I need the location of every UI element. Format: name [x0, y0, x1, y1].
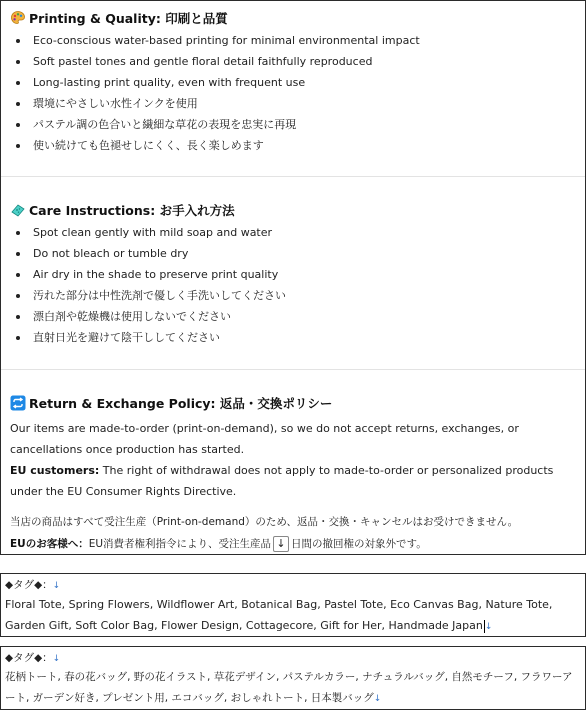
- list-item: Spot clean gently with mild soap and water: [1, 222, 286, 243]
- printing-list: [1, 30, 420, 156]
- list-item: Air dry in the shade to preserve print quality: [1, 264, 286, 285]
- tags-jp-label: ◆タグ◆：↓: [5, 652, 61, 664]
- sponge-icon: [10, 202, 26, 218]
- care-list: [1, 222, 286, 348]
- tags-en-text: Floral Tote, Spring Flowers, Wildflower Art, Botanical Bag, Pastel Tote, Eco Canvas Bag, Nature Tote, Garden Gift, Soft Color Bag, Flower Design, Cottagecore, Gift for Her, Handmade Japan ↓: [5, 598, 553, 632]
- return-mark-icon: ↓: [52, 654, 61, 664]
- returns-title: Return & Exchange Policy: 返品・交換ポリシー: [29, 396, 333, 411]
- return-mark-icon: ↓: [373, 694, 382, 704]
- tags-en-box[interactable]: [0, 573, 586, 637]
- list-item: 環境にやさしい水性インクを使用: [1, 93, 420, 114]
- list-item: Eco-conscious water-based printing for minimal environmental impact: [1, 30, 420, 51]
- list-item: 直射日光を避けて陰干ししてください: [1, 327, 286, 348]
- eu-paragraph: [10, 460, 580, 502]
- jp-eu-text-b: 日間の撤回権の対象外です。: [291, 538, 427, 550]
- eu-label: EU customers:: [10, 464, 100, 477]
- scroll-down-arrow-icon[interactable]: ↓: [273, 536, 289, 552]
- jp-eu-label: EUのお客様へ：: [10, 538, 89, 550]
- returns-heading: [10, 394, 332, 412]
- list-item: 漂白剤や乾燥機は使用しないでください: [1, 306, 286, 327]
- list-item: Long-lasting print quality, even with frequent use: [1, 72, 420, 93]
- list-item: Soft pastel tones and gentle floral detail faithfully reproduced: [1, 51, 420, 72]
- list-item: 使い続けても色褪せしにくく、長く楽しめます: [1, 135, 420, 156]
- tags-jp-box[interactable]: [0, 646, 586, 710]
- list-item: パステル調の色合いと繊細な草花の表現を忠実に再現: [1, 114, 420, 135]
- care-section: [1, 177, 585, 369]
- returns-paragraph: Our items are made-to-order (print-on-demand), so we do not accept returns, exchanges, or cancellations once production has started.: [10, 422, 519, 456]
- list-item: 汚れた部分は中性洗剤で優しく手洗いしてください: [1, 285, 286, 306]
- printing-heading: [10, 9, 228, 27]
- repeat-arrows-icon: [10, 395, 26, 411]
- eu-text: The right of withdrawal does not apply to made-to-order or personalized products under the EU Consumer Rights Directive.: [10, 464, 554, 498]
- printing-section: [1, 1, 585, 177]
- return-mark-icon: ↓: [484, 622, 493, 632]
- care-title: Care Instructions: お手入れ方法: [29, 203, 235, 218]
- jp-eu-paragraph: [10, 534, 580, 555]
- returns-section: [1, 370, 585, 555]
- palette-icon: [10, 10, 26, 26]
- printing-title: Printing & Quality: 印刷と品質: [29, 11, 228, 26]
- jp-eu-text-a: EU消費者権利指令により、受注生産品: [88, 538, 272, 550]
- jp-returns-paragraph: 当店の商品はすべて受注生産（Print-on-demand）のため、返品・交換・キャンセルはお受けできません。: [10, 516, 519, 528]
- tags-en-label: ◆タグ◆：↓: [5, 579, 61, 591]
- list-item: Do not bleach or tumble dry: [1, 243, 286, 264]
- care-heading: [10, 201, 235, 219]
- return-mark-icon: ↓: [52, 581, 61, 591]
- tags-jp-text: 花柄トート, 春の花バッグ, 野の花イラスト, 草花デザイン, パステルカラー, ナチュラルバッグ, 自然モチーフ, フラワーアート, ガーデン好き, プレゼント用, エコバッグ, おしゃれトート, 日本製バッグ↓: [5, 671, 573, 704]
